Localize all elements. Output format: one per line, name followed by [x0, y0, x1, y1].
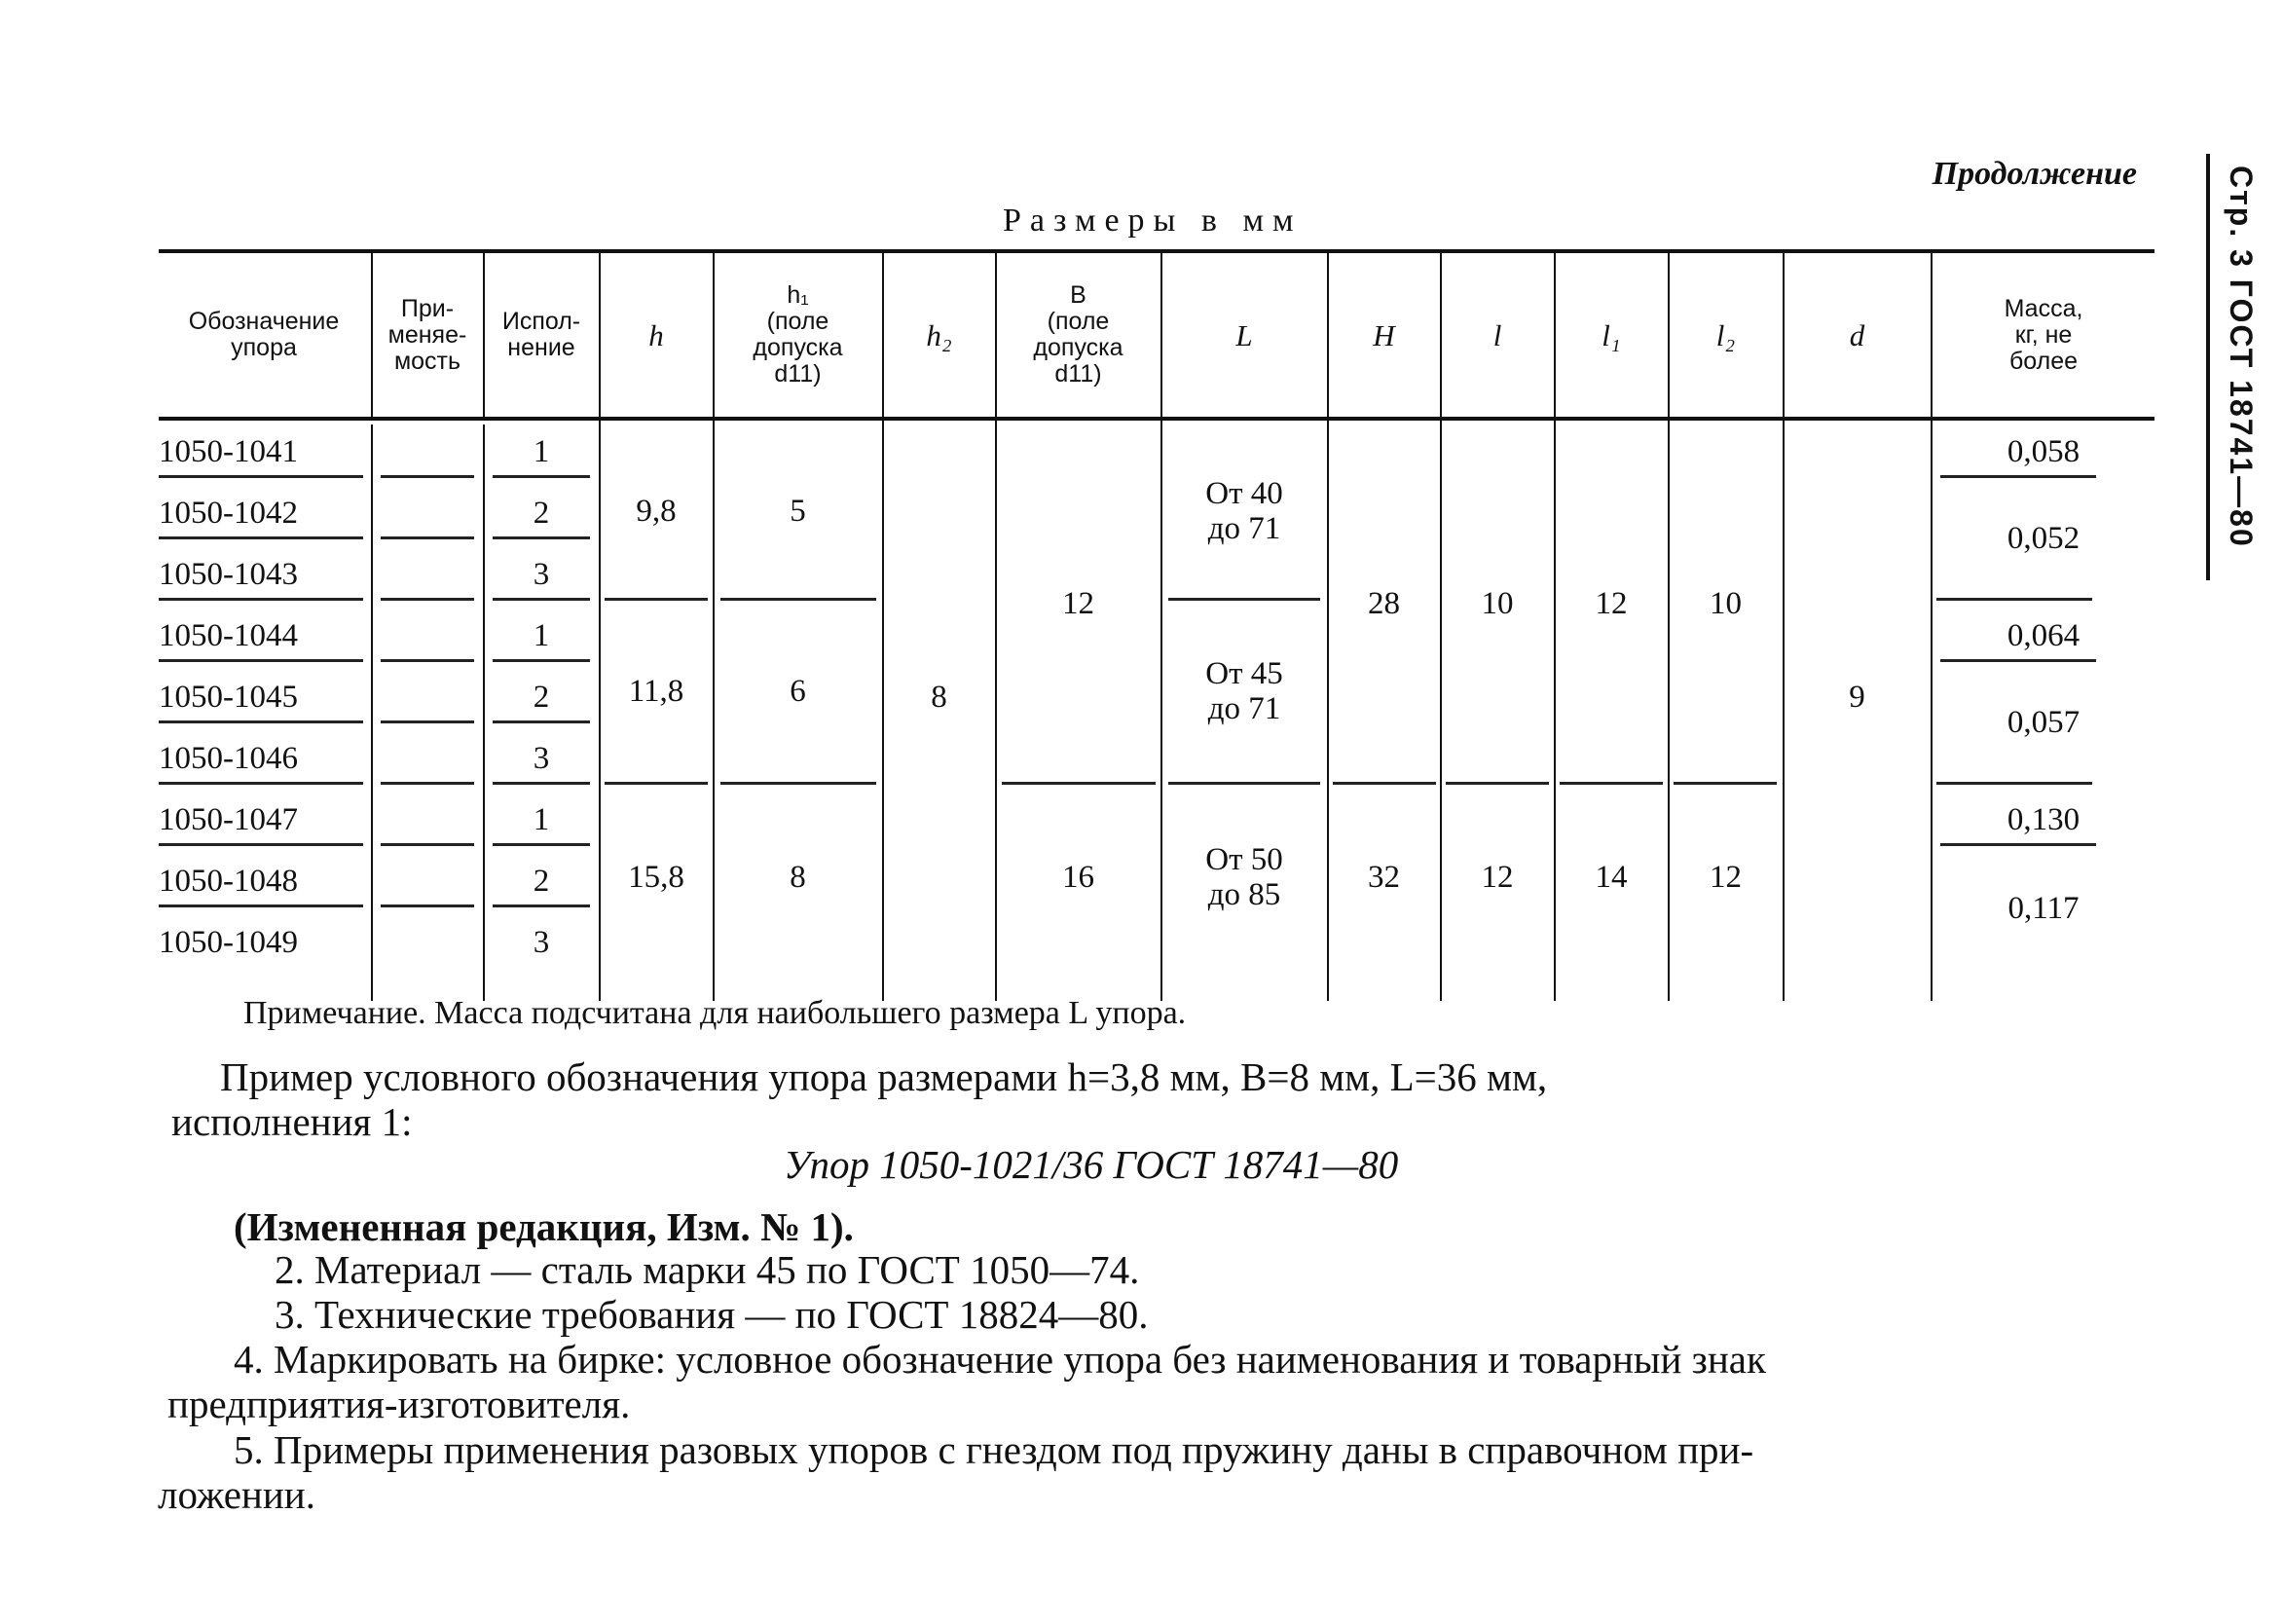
code-underline	[159, 659, 363, 662]
code-underline	[159, 475, 363, 478]
L-cell: От 50 до 85	[1205, 842, 1283, 912]
execution-underline	[493, 782, 590, 785]
designation-code: 1050-1046	[159, 741, 298, 776]
table-top-rule	[159, 249, 2154, 253]
mass-cell: 0,130	[2007, 802, 2080, 837]
item-technical-requirements: 3. Технические требования — по ГОСТ 18824—80.	[275, 1292, 1149, 1337]
l2-cell: 10	[1710, 585, 1742, 621]
header-h1: h₁ (поле допуска d11)	[753, 281, 843, 388]
designation-code: 1050-1041	[159, 434, 298, 469]
dimensions-table	[159, 249, 2154, 1001]
applicability-blank	[381, 720, 474, 723]
column-rule	[371, 424, 373, 1001]
units-caption: Размеры в мм	[1003, 203, 1303, 239]
applicability-blank	[381, 782, 474, 785]
designation-code: 1050-1042	[159, 496, 298, 531]
mass-cell: 0,117	[2007, 891, 2080, 926]
header-l2: l₂	[1715, 317, 1736, 352]
applicability-blank	[381, 843, 474, 846]
h1-cell: 8	[790, 860, 806, 895]
header-d: d	[1849, 317, 1865, 352]
header-mass: Масса, кг, не более	[2004, 294, 2083, 375]
l2-cell: 12	[1710, 860, 1742, 895]
h2-cell: 8	[931, 680, 947, 715]
execution-cell: 2	[533, 496, 550, 531]
execution-cell: 3	[533, 925, 550, 960]
H-cell: 32	[1368, 860, 1400, 895]
example-text: Пример условного обозначения упора размерами h=3,8 мм, B=8 мм, L=36 мм,	[220, 1054, 1548, 1099]
execution-cell: 2	[533, 864, 550, 899]
applicability-blank	[381, 475, 474, 478]
example-designation: Упор 1050-1021/36 ГОСТ 18741—80	[784, 1142, 1399, 1187]
l1-cell: 14	[1595, 860, 1628, 895]
header-H: H	[1373, 317, 1395, 352]
header-h2: h₂	[926, 317, 952, 352]
item-marking-continued: предприятия-изготовителя.	[167, 1382, 631, 1426]
mass-cell: 0,058	[2007, 434, 2080, 469]
header-h: h	[648, 317, 664, 352]
header-applicability: При- меняе- мость	[387, 294, 467, 375]
execution-underline	[493, 843, 590, 846]
execution-underline	[493, 598, 590, 601]
execution-underline	[493, 659, 590, 662]
execution-cell: 3	[533, 557, 550, 592]
d-cell: 9	[1849, 680, 1865, 715]
designation-code: 1050-1049	[159, 925, 298, 960]
mass-rule	[1940, 475, 2096, 478]
mass-rule	[1936, 598, 2092, 601]
h-cell: 15,8	[628, 860, 684, 895]
l1-cell: 12	[1595, 585, 1628, 621]
execution-cell: 1	[533, 434, 550, 469]
header-execution: Испол- нение	[501, 308, 581, 361]
execution-underline	[493, 536, 590, 539]
H-cell: 28	[1368, 585, 1400, 621]
designation-code: 1050-1044	[159, 618, 298, 653]
mass-cell: 0,052	[2007, 521, 2080, 556]
mass-rule	[1940, 843, 2096, 846]
item-material: 2. Материал — сталь марки 45 по ГОСТ 1050—74.	[275, 1247, 1140, 1292]
code-underline	[159, 782, 363, 785]
applicability-blank	[381, 904, 474, 907]
header-B: B (поле допуска d11)	[1033, 281, 1123, 388]
mass-rule	[1936, 782, 2092, 785]
designation-code: 1050-1048	[159, 864, 298, 899]
execution-cell: 2	[533, 680, 550, 715]
side-rule	[2206, 154, 2210, 580]
header-l1: l₁	[1602, 317, 1621, 352]
example-text-continued: исполнения 1:	[171, 1099, 413, 1144]
side-page-header: Стр. 3 ГОСТ 18741—80	[2224, 166, 2259, 548]
B-cell: 12	[1062, 585, 1094, 621]
header-L: L	[1235, 317, 1253, 352]
h1-cell: 6	[790, 674, 806, 709]
execution-underline	[493, 904, 590, 907]
designation-code: 1050-1043	[159, 557, 298, 592]
l-cell: 10	[1481, 585, 1514, 621]
execution-cell: 1	[533, 802, 550, 837]
execution-underline	[493, 720, 590, 723]
mass-cell: 0,064	[2007, 618, 2080, 653]
h1-cell: 5	[790, 494, 806, 529]
applicability-blank	[381, 598, 474, 601]
table-note: Примечание. Масса подсчитана для наибольшего размера L упора.	[243, 995, 1187, 1031]
mass-cell: 0,057	[2007, 705, 2080, 740]
code-underline	[159, 843, 363, 846]
execution-cell: 3	[533, 741, 550, 776]
B-cell: 16	[1062, 860, 1094, 895]
L-cell: От 40 до 71	[1205, 476, 1283, 546]
execution-cell: 1	[533, 618, 550, 653]
h-cell: 11,8	[628, 674, 684, 709]
designation-code: 1050-1047	[159, 802, 298, 837]
mass-rule	[1940, 659, 2096, 662]
applicability-blank	[381, 536, 474, 539]
code-underline	[159, 536, 363, 539]
item-marking: 4. Маркировать на бирке: условное обозначение упора без наименования и товарный знак	[234, 1337, 1766, 1382]
item-examples-continued: ложении.	[158, 1472, 315, 1517]
code-underline	[159, 904, 363, 907]
revision-note: (Измененная редакция, Изм. № 1).	[234, 1204, 854, 1249]
designation-code: 1050-1045	[159, 680, 298, 715]
L-cell: От 45 до 71	[1205, 656, 1283, 726]
h-cell: 9,8	[636, 494, 677, 529]
code-underline	[159, 598, 363, 601]
l-cell: 12	[1481, 860, 1514, 895]
continuation-label: Продолжение	[1932, 156, 2137, 192]
item-examples: 5. Примеры применения разовых упоров с гнездом под пружину даны в справочном при-	[234, 1427, 1754, 1472]
applicability-blank	[381, 659, 474, 662]
header-designation: Обозначение упора	[188, 308, 340, 361]
header-bottom-rule	[159, 417, 2154, 421]
code-underline	[159, 720, 363, 723]
header-l: l	[1492, 317, 1502, 352]
execution-underline	[493, 475, 590, 478]
